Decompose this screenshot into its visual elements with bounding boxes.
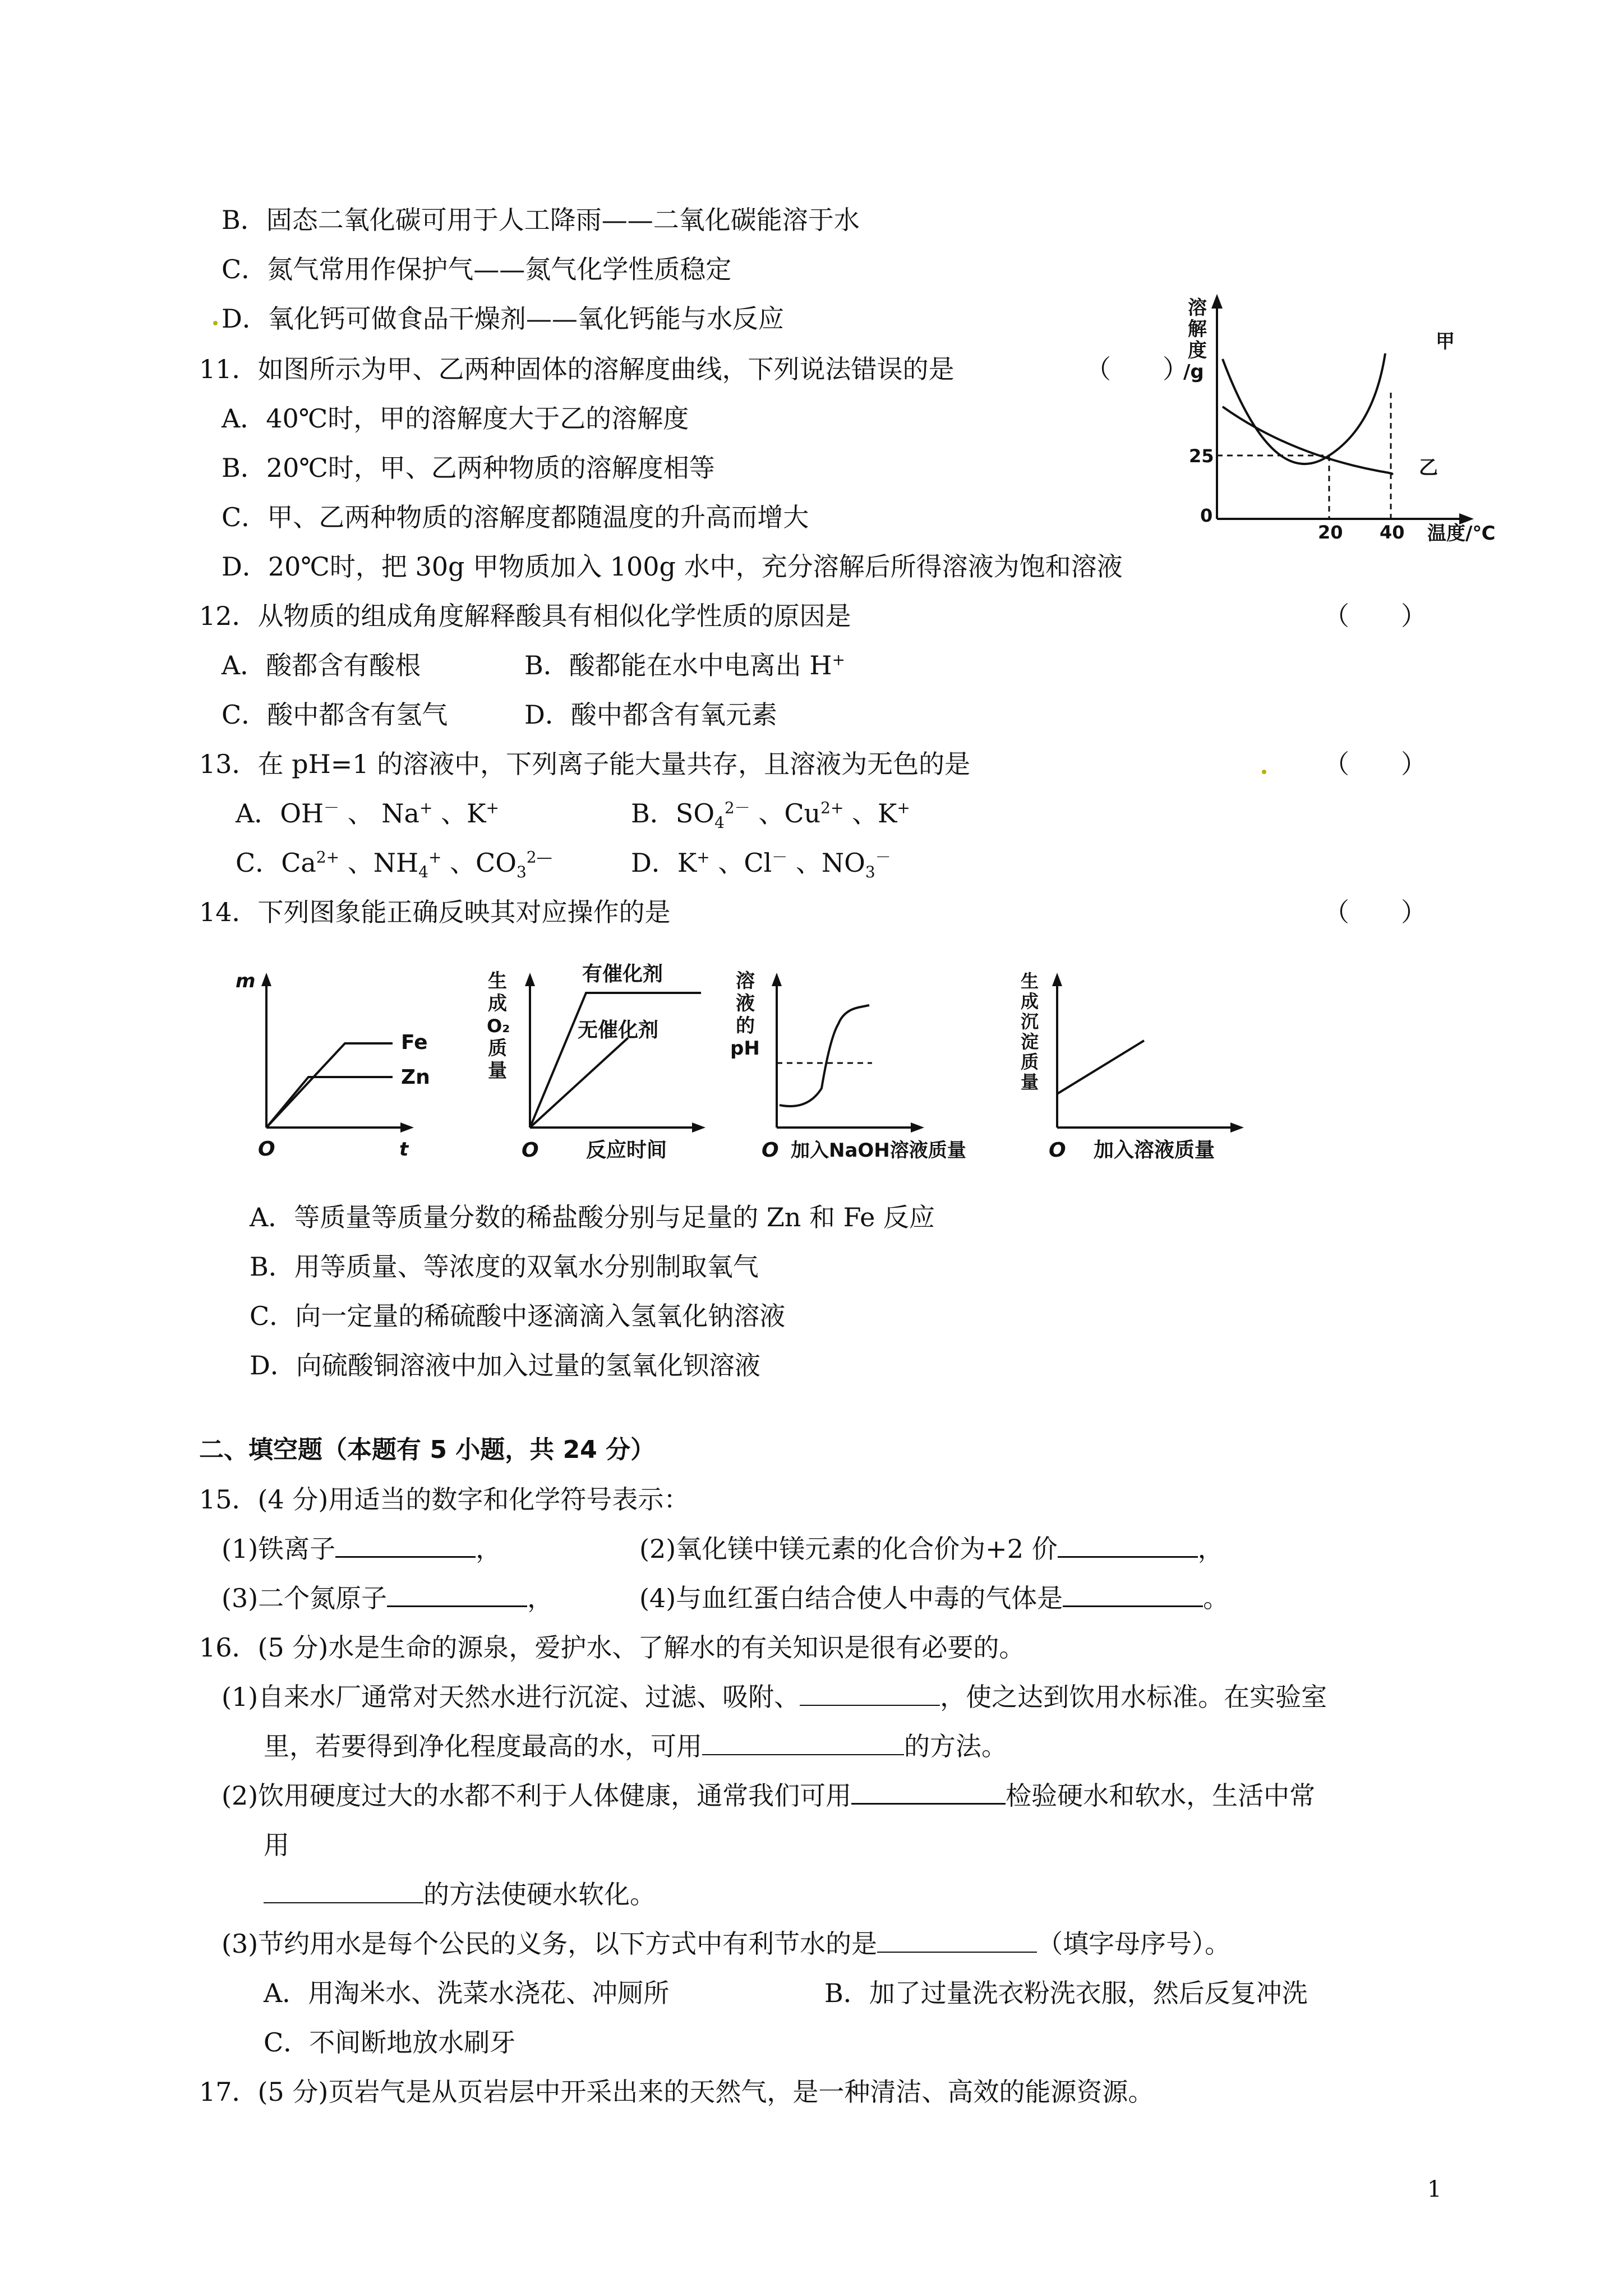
graph-d-ylabel-4: 淀 — [1021, 1031, 1039, 1052]
q17-stem: 17．(5 分)页岩气是从页岩层中开采出来的天然气，是一种清洁、高效的能源资源。 — [199, 2077, 1154, 2107]
graph-b-line-no-catalyst — [530, 1038, 628, 1128]
graph-a-fe-label: Fe — [401, 1031, 428, 1054]
q16-part-1b: 里，若要得到净化程度最高的水，可用 的方法。 — [264, 1731, 1007, 1761]
q12-option-c: C．酸中都含有氢气 — [222, 700, 448, 730]
q14-option-d: D．向硫酸铜溶液中加入过量的氢氧化钡溶液 — [250, 1350, 760, 1381]
graph-a-y-arrow — [261, 973, 271, 986]
q16-blank-4[interactable] — [264, 1880, 423, 1903]
q14-stem: 14．下列图象能正确反映其对应操作的是 — [199, 897, 671, 927]
graph-c — [723, 954, 1015, 1167]
q15-part-2: (2)氧化镁中镁元素的化合价为+2 价 ， — [639, 1534, 1224, 1564]
q15-blank-4[interactable] — [1063, 1583, 1203, 1607]
q15-stem: 15．(4 分)用适当的数字和化学符号表示： — [199, 1484, 690, 1515]
q14-paren: （ ） — [1324, 897, 1427, 927]
graph-b — [477, 954, 712, 1167]
graph-b-xlabel: 反应时间 — [586, 1139, 667, 1162]
graph-a-xlabel: t — [399, 1138, 409, 1161]
graph-c-ylabel-1: 溶 — [736, 970, 755, 992]
graph-b-ylabel-2: 成 — [488, 992, 507, 1015]
q13-paren: （ ） — [1324, 749, 1427, 779]
graph-b-line-catalyst — [530, 993, 701, 1128]
q16-part-2b: 用 — [264, 1830, 289, 1860]
graph-a-line-fe — [266, 1043, 393, 1128]
q15-blank-1[interactable] — [335, 1534, 476, 1558]
graph-c-origin: O — [762, 1139, 779, 1162]
q16-blank-1[interactable] — [800, 1682, 940, 1706]
q16-part-2c: 的方法使硬水软化。 — [264, 1878, 656, 1911]
ylabel-unit: /g — [1183, 361, 1204, 383]
graph-a-x-arrow — [400, 1122, 414, 1133]
series-yi-label: 乙 — [1419, 457, 1438, 479]
q13-option-c: C．$Ca^{2+}$ 、$NH_4^+$ 、$CO_3^{2—}$ — [236, 848, 552, 882]
graph-b-catalyst-label: 有催化剂 — [582, 963, 663, 986]
graph-c-ylabel-2: 液 — [736, 992, 755, 1015]
q16-blank-5[interactable] — [877, 1929, 1037, 1953]
graph-d-ylabel-3: 沉 — [1021, 1011, 1039, 1032]
q15-part-1: (1)铁离子 ， — [222, 1534, 502, 1564]
graph-d-line — [1057, 1041, 1144, 1094]
graph-d-y-arrow — [1052, 973, 1062, 986]
q15-blank-2[interactable] — [1058, 1534, 1198, 1558]
q15-part-4: (4)与血红蛋白结合使人中毒的气体是 。 — [639, 1583, 1229, 1613]
q12-option-a: A．酸都含有酸根 — [222, 650, 421, 680]
graph-c-y-arrow — [772, 973, 782, 986]
q14-option-a: A．等质量等质量分数的稀盐酸分别与足量的 Zn 和 Fe 反应 — [250, 1202, 935, 1232]
x-tick-40: 40 — [1380, 522, 1405, 543]
q15-blank-3[interactable] — [387, 1583, 527, 1607]
q12-stem: 12．从物质的组成角度解释酸具有相似化学性质的原因是 — [199, 601, 851, 631]
graph-d-ylabel-6: 量 — [1021, 1071, 1039, 1093]
q11-option-a: A．40℃时，甲的溶解度大于乙的溶解度 — [222, 403, 689, 434]
graph-a-line-zn — [266, 1077, 393, 1128]
q16-part-3a: (3)节约用水是每个公民的义务，以下方式中有利节水的是 （填字母序号）。 — [222, 1929, 1231, 1959]
page-number: 1 — [1427, 2177, 1442, 2202]
solubility-curve-graph — [1166, 286, 1496, 545]
section-2-title: 二、填空题（本题有 5 小题，共 24 分） — [199, 1435, 656, 1464]
q14-option-b: B．用等质量、等浓度的双氧水分别制取氧气 — [250, 1251, 759, 1282]
graph-b-ylabel-1: 生 — [488, 970, 507, 992]
graph-b-ylabel-5: 量 — [488, 1060, 507, 1082]
graph-d-ylabel-5: 质 — [1021, 1051, 1039, 1073]
x-tick-20: 20 — [1318, 522, 1343, 543]
q11-option-d: D．20℃时，把 30g 甲物质加入 100g 水中，充分溶解后所得溶液为饱和溶液 — [222, 551, 1123, 582]
q16-option-a: A．用淘米水、洗菜水浇花、冲厕所 — [264, 1978, 670, 2008]
graph-c-x-arrow — [911, 1122, 924, 1133]
q13-option-a: A．OH－ 、 Na+ 、K+ — [236, 798, 499, 829]
graph-d-xlabel: 加入溶液质量 — [1094, 1139, 1215, 1162]
q16-part-1a: (1)自来水厂通常对天然水进行沉淀、过滤、吸附、 ，使之达到饮用水标准。在实验室 — [222, 1682, 1327, 1712]
q10-option-b: B．固态二氧化碳可用于人工降雨——二氧化碳能溶于水 — [222, 205, 860, 235]
graph-b-x-arrow — [692, 1122, 706, 1133]
y-axis-arrow — [1211, 294, 1223, 309]
graph-a-ylabel: m — [236, 970, 256, 992]
graph-b-no-catalyst-label: 无催化剂 — [578, 1019, 659, 1042]
q16-blank-2[interactable] — [702, 1732, 904, 1755]
graph-b-y-arrow — [525, 973, 535, 986]
q16-stem: 16．(5 分)水是生命的源泉，爱护水、了解水的有关知识是很有必要的。 — [199, 1632, 1025, 1663]
graph-c-xlabel: 加入NaOH溶液质量 — [791, 1139, 966, 1162]
graph-d-x-arrow — [1230, 1122, 1244, 1133]
graph-a-origin: O — [258, 1138, 275, 1161]
scan-dot — [1262, 770, 1266, 774]
graph-c-ph-curve — [780, 1005, 869, 1106]
graph-b-ylabel-3: O₂ — [487, 1015, 510, 1037]
ylabel-char-1: 溶 — [1188, 297, 1207, 319]
q15-part-3: (3)二个氮原子 ， — [222, 1583, 554, 1613]
q11-stem: 11．如图所示为甲、乙两种固体的溶解度曲线，下列说法错误的是 — [199, 354, 955, 384]
xlabel: 温度/℃ — [1427, 522, 1496, 545]
curve-jia — [1223, 353, 1385, 464]
q14-option-c: C．向一定量的稀硫酸中逐滴滴入氢氧化钠溶液 — [250, 1301, 786, 1331]
q12-option-b: B．酸都能在水中电离出 H+ — [524, 650, 846, 680]
graph-a-zn-label: Zn — [401, 1066, 430, 1089]
q10-option-c: C．氮气常用作保护气——氮气化学性质稳定 — [222, 254, 732, 284]
q16-part-2a: (2)饮用硬度过大的水都不利于人体健康，通常我们可用 检验硬水和软水，生活中常 — [222, 1780, 1316, 1811]
q13-option-b: B．$SO_4^{2-}$ 、$Cu^{2+}$ 、K+ — [631, 798, 910, 832]
graph-c-ylabel-4: pH — [730, 1037, 760, 1060]
graph-c-ylabel-3: 的 — [736, 1015, 755, 1037]
q16-option-b: B．加了过量洗衣粉洗衣服，然后反复冲洗 — [824, 1978, 1308, 2008]
q10-option-d: D．氧化钙可做食品干燥剂——氧化钙能与水反应 — [222, 303, 784, 334]
graph-b-ylabel-4: 质 — [488, 1037, 507, 1060]
graph-d-origin: O — [1049, 1139, 1066, 1162]
graph-d-ylabel-2: 成 — [1021, 991, 1039, 1012]
ylabel-char-3: 度 — [1188, 339, 1207, 362]
graph-d-ylabel-1: 生 — [1021, 970, 1039, 992]
q11-paren: （ ） — [1085, 354, 1188, 384]
q13-stem: 13．在 pH=1 的溶液中，下列离子能大量共存，且溶液为无色的是 — [199, 749, 971, 779]
q11-option-c: C．甲、乙两种物质的溶解度都随温度的升高而增大 — [222, 502, 809, 532]
q16-option-c: C．不间断地放水刷牙 — [264, 2027, 516, 2058]
graph-d — [1015, 954, 1262, 1167]
y-tick-25: 25 — [1189, 445, 1214, 467]
q16-blank-3[interactable] — [851, 1780, 1006, 1805]
scan-dot — [213, 321, 218, 325]
q12-option-d: D．酸中都含有氧元素 — [524, 700, 777, 730]
q13-option-d: D．K+ 、Cl－ 、$NO_3^-$ — [631, 848, 891, 882]
x-tick-0: 0 — [1200, 505, 1213, 526]
ylabel-char-2: 解 — [1188, 318, 1207, 341]
q12-paren: （ ） — [1324, 601, 1427, 631]
graph-b-origin: O — [522, 1139, 539, 1162]
series-jia-label: 甲 — [1436, 330, 1455, 353]
graph-a — [224, 965, 449, 1167]
q11-option-b: B．20℃时，甲、乙两种物质的溶解度相等 — [222, 453, 715, 483]
